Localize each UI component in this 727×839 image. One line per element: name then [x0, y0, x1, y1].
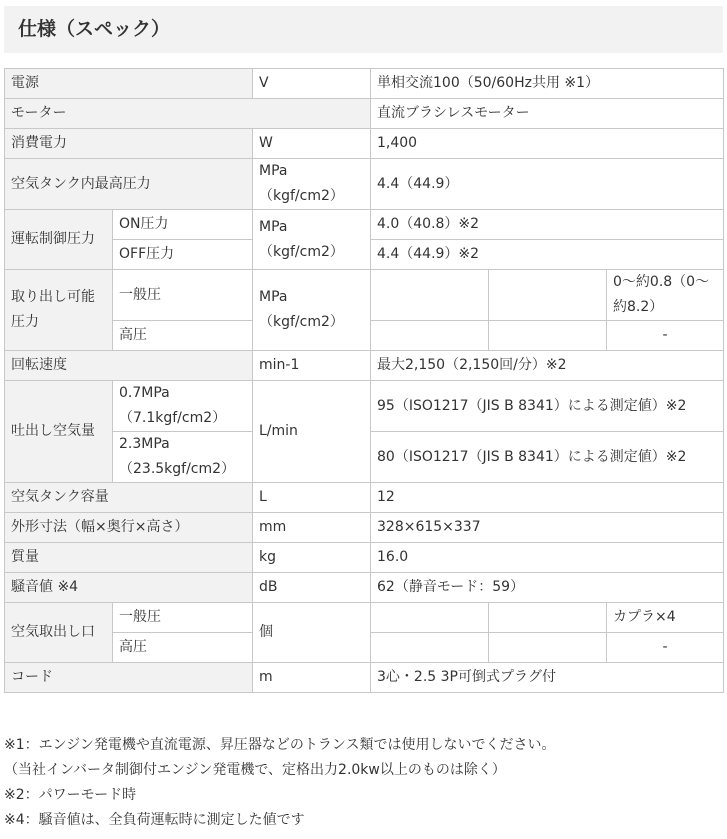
spec-sublabel: OFF圧力: [113, 240, 253, 270]
spec-value: 4.4（44.9）: [371, 159, 724, 210]
table-row: [5, 210, 724, 240]
spec-unit: W: [253, 129, 371, 159]
table-row: [5, 513, 724, 543]
spec-unit: V: [253, 69, 371, 99]
spec-value: 62（静音モード：59）: [371, 573, 724, 603]
spec-unit: MPa（kgf/cm2）: [253, 159, 371, 210]
spec-value: 単相交流100（50/60Hz共用 ※1）: [371, 69, 724, 99]
spec-value: -: [607, 321, 724, 351]
table-row: [5, 129, 724, 159]
spec-value: 328×615×337: [371, 513, 724, 543]
spec-unit: m: [253, 663, 371, 693]
table-row: [5, 573, 724, 603]
spec-sublabel: 一般圧: [113, 603, 253, 633]
spec-value: 4.4（44.9）※2: [371, 240, 724, 270]
section-header: [4, 6, 723, 53]
spec-unit: 個: [253, 603, 371, 663]
spec-label: 吐出し空気量: [5, 381, 113, 483]
spec-value: 16.0: [371, 543, 724, 573]
spec-value: 直流ブラシレスモーター: [371, 99, 724, 129]
footnote: ※2：パワーモード時: [4, 787, 137, 803]
spec-empty-cell: [371, 603, 489, 633]
spec-empty-cell: [371, 321, 489, 351]
spec-label: 運転制御圧力: [5, 210, 113, 270]
table-row: [5, 159, 724, 210]
spec-unit: MPa（kgf/cm2）: [253, 270, 371, 351]
spec-unit: L/min: [253, 381, 371, 483]
spec-label: 回転速度: [5, 351, 253, 381]
table-row: [5, 543, 724, 573]
spec-value: 1,400: [371, 129, 724, 159]
footnote: （当社インバータ制御付エンジン発電機で、定格出力2.0kw以上のものは除く）: [4, 762, 506, 778]
spec-sublabel: 0.7MPa（7.1kgf/cm2）: [113, 381, 253, 432]
spec-value: 80（ISO1217（JIS B 8341）による測定値）※2: [371, 432, 724, 483]
spec-empty-cell: [489, 321, 607, 351]
page-title: 仕様（スペック）: [18, 18, 171, 40]
spec-empty-cell: [371, 633, 489, 663]
table-row: [5, 99, 724, 129]
table-row: [5, 663, 724, 693]
table-row: [5, 381, 724, 432]
spec-label: 空気タンク内最高圧力: [5, 159, 253, 210]
spec-unit: min-1: [253, 351, 371, 381]
spec-sublabel: 高圧: [113, 321, 253, 351]
spec-label: 取り出し可能圧力: [5, 270, 113, 351]
spec-value: 最大2,150（2,150回/分）※2: [371, 351, 724, 381]
table-row: [5, 483, 724, 513]
spec-label: 外形寸法（幅×奥行×高さ）: [5, 513, 253, 543]
spec-label: 電源: [5, 69, 253, 99]
spec-value: カプラ×4: [607, 603, 724, 633]
spec-label: コード: [5, 663, 253, 693]
footnotes: [4, 733, 723, 833]
spec-unit: L: [253, 483, 371, 513]
spec-empty-cell: [489, 603, 607, 633]
spec-label: 空気タンク容量: [5, 483, 253, 513]
spec-unit: MPa（kgf/cm2）: [253, 210, 371, 270]
spec-value: 0〜約0.8（0〜約8.2）: [607, 270, 724, 321]
spec-empty-cell: [489, 633, 607, 663]
spec-sublabel: 高圧: [113, 633, 253, 663]
spec-label: 消費電力: [5, 129, 253, 159]
spec-unit: kg: [253, 543, 371, 573]
spec-label: 質量: [5, 543, 253, 573]
spec-value: -: [607, 633, 724, 663]
spec-value: 4.0（40.8）※2: [371, 210, 724, 240]
table-row: [5, 270, 724, 321]
spec-value: 95（ISO1217（JIS B 8341）による測定値）※2: [371, 381, 724, 432]
spec-label: モーター: [5, 99, 371, 129]
spec-unit: dB: [253, 573, 371, 603]
table-row: [5, 603, 724, 633]
spec-table: [4, 68, 724, 693]
spec-label: 騒音値 ※4: [5, 573, 253, 603]
spec-sublabel: 一般圧: [113, 270, 253, 321]
spec-sublabel: ON圧力: [113, 210, 253, 240]
footnote: ※1：エンジン発電機や直流電源、昇圧器などのトランス類では使用しないでください。: [4, 737, 556, 753]
spec-unit: mm: [253, 513, 371, 543]
table-row: [5, 69, 724, 99]
spec-value: 3心・2.5 3P可倒式プラグ付: [371, 663, 724, 693]
spec-label: 空気取出し口: [5, 603, 113, 663]
footnote: ※4：騒音値は、全負荷運転時に測定した値です: [4, 812, 305, 828]
spec-sublabel: 2.3MPa（23.5kgf/cm2）: [113, 432, 253, 483]
spec-empty-cell: [371, 270, 489, 321]
spec-value: 12: [371, 483, 724, 513]
spec-empty-cell: [489, 270, 607, 321]
table-row: [5, 351, 724, 381]
